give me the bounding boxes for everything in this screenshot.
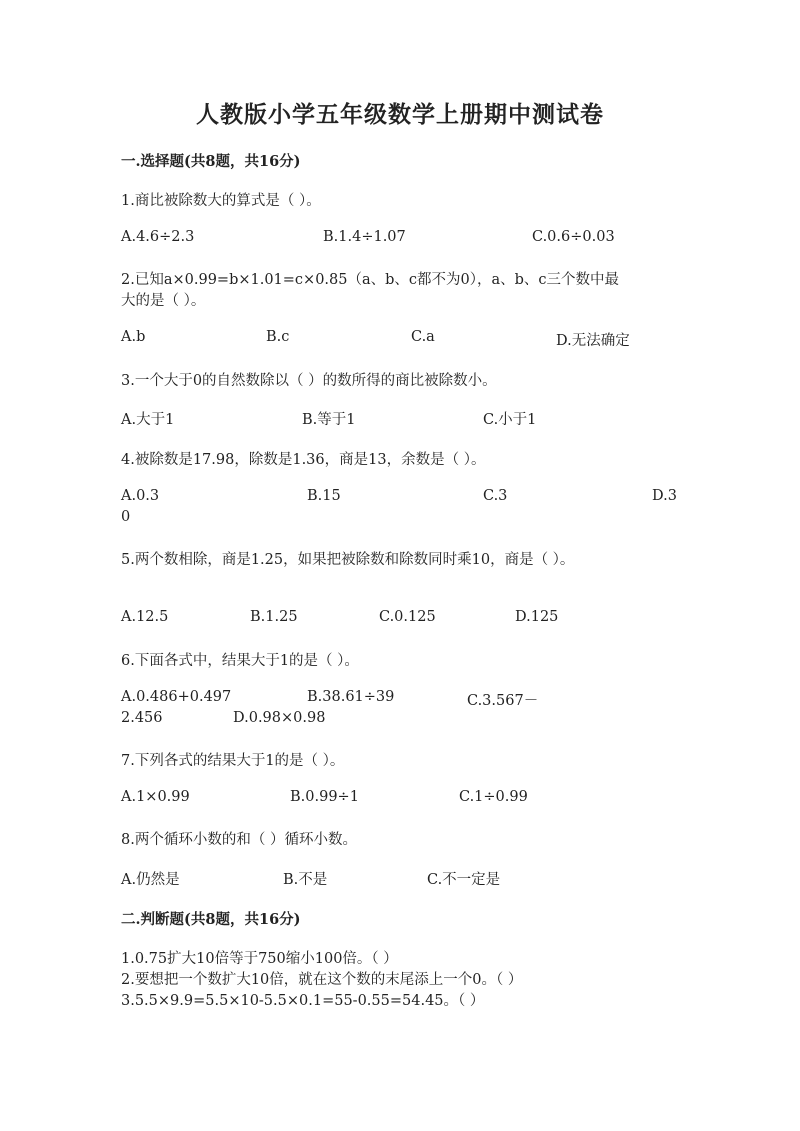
judgement-3: 3.5.5×9.9=5.5×10-5.5×0.1=55-0.55=54.45。（ ） xyxy=(121,993,485,1009)
q6-option-b: B.38.61÷39 xyxy=(307,689,395,705)
q5-option-a: A.12.5 xyxy=(121,609,169,625)
q3-option-a: A.大于1 xyxy=(121,412,175,428)
question-5: 5.两个数相除，商是1.25，如果把被除数和除数同时乘10，商是（ ）。 xyxy=(121,552,575,568)
q6-option-c: C.3.567－ xyxy=(467,693,539,709)
q7-option-b: B.0.99÷1 xyxy=(290,789,359,805)
section-heading-choice: 一.选择题(共8题，共16分) xyxy=(121,153,301,170)
q4-option-c: C.3 xyxy=(483,488,508,504)
q1-option-b: B.1.4÷1.07 xyxy=(323,229,406,245)
q1-option-c: C.0.6÷0.03 xyxy=(532,229,615,245)
q1-option-a: A.4.6÷2.3 xyxy=(121,229,195,245)
q3-option-c: C.小于1 xyxy=(483,412,537,428)
q8-option-c: C.不一定是 xyxy=(427,872,501,888)
question-1: 1.商比被除数大的算式是（ ）。 xyxy=(121,193,321,209)
section-heading-judgement: 二.判断题(共8题，共16分) xyxy=(121,911,301,928)
q8-option-a: A.仍然是 xyxy=(121,872,180,888)
page-title: 人教版小学五年级数学上册期中测试卷 xyxy=(196,101,604,128)
q6-option-c-wrap: 2.456 xyxy=(121,710,163,726)
q6-option-a: A.0.486+0.497 xyxy=(121,689,232,705)
q3-option-b: B.等于1 xyxy=(302,412,356,428)
question-7: 7.下列各式的结果大于1的是（ ）。 xyxy=(121,753,345,769)
q2-option-c: C.a xyxy=(411,329,435,345)
question-4: 4.被除数是17.98，除数是1.36，商是13，余数是（ ）。 xyxy=(121,452,486,468)
q5-option-b: B.1.25 xyxy=(250,609,298,625)
q2-option-a: A.b xyxy=(121,329,146,345)
q5-option-c: C.0.125 xyxy=(379,609,436,625)
q2-option-d: D.无法确定 xyxy=(556,333,630,349)
q6-option-d: D.0.98×0.98 xyxy=(233,710,326,726)
q4-option-b: B.15 xyxy=(307,488,341,504)
judgement-2: 2.要想把一个数扩大10倍，就在这个数的末尾添上一个0。（ ） xyxy=(121,972,523,988)
q4-option-d: D.3 xyxy=(652,488,677,504)
judgement-1: 1.0.75扩大10倍等于750缩小100倍。（ ） xyxy=(121,951,398,967)
q4-option-a: A.0.3 xyxy=(121,488,160,504)
question-2-line-2: 大的是（ ）。 xyxy=(121,293,206,309)
question-3: 3.一个大于0的自然数除以（ ）的数所得的商比被除数小。 xyxy=(121,373,497,389)
q4-option-d-wrap: 0 xyxy=(121,509,131,525)
question-8: 8.两个循环小数的和（ ）循环小数。 xyxy=(121,832,357,848)
question-6: 6.下面各式中，结果大于1的是（ ）。 xyxy=(121,653,359,669)
q5-option-d: D.125 xyxy=(515,609,559,625)
question-2-line-1: 2.已知a×0.99=b×1.01=c×0.85（a、b、c都不为0），a、b、c三个数中最 xyxy=(121,272,620,288)
q7-option-a: A.1×0.99 xyxy=(121,789,190,805)
q8-option-b: B.不是 xyxy=(283,872,328,888)
q2-option-b: B.c xyxy=(266,329,290,345)
q7-option-c: C.1÷0.99 xyxy=(459,789,528,805)
